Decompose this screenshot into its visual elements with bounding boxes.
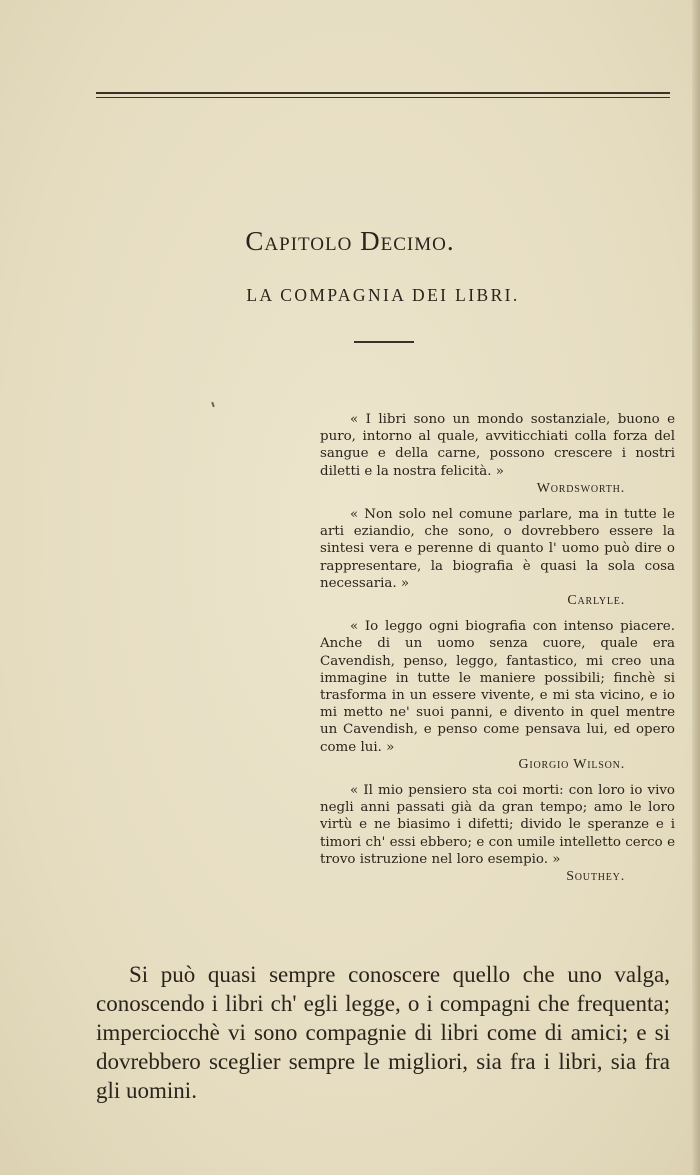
epigraph-author: Wordsworth.	[536, 480, 625, 496]
paper-speck	[211, 402, 215, 407]
epigraph-block	[320, 411, 675, 894]
epigraph-quote: « Non solo nel comune parlare, ma in tutte le arti eziandio, che sono, o dovrebbero essere la sintesi vera e perenne di quanto l' uomo può dire o rappresentare, la biografia è quasi la sola cosa necessaria. »	[320, 507, 675, 591]
epigraph	[320, 618, 675, 773]
rule-thin	[96, 97, 670, 98]
epigraph	[320, 411, 675, 497]
rule-thick	[96, 92, 670, 94]
header-double-rule	[96, 92, 670, 100]
chapter-subtitle: LA COMPAGNIA DEI LIBRI.	[246, 285, 520, 305]
title-separator-rule	[354, 341, 414, 343]
epigraph-author: Southey.	[566, 869, 625, 885]
epigraph-quote: « I libri sono un mondo sostanziale, buono e puro, intorno al quale, avviticchiati colla forza del sangue e della carne, possono crescere i nostri diletti e la nostra felicità. »	[320, 412, 675, 479]
epigraph-quote: « Io leggo ogni biografia con intenso piacere. Anche di un uomo senza cuore, quale era Cavendish, penso, leggo, fantastico, mi creo una immagine in tutte le maniere possibili; finchè si trasforma in un essere vivente, e mi sta vicino, e io mi metto ne' suoi panni, e divento in quel mentre un Cavendish, e penso come pensava lui, ed opero come lui. »	[320, 619, 675, 755]
body-paragraph: Si può quasi sempre conoscere quello che uno valga, conoscendo i libri ch' egli legge, o i compagni che frequenta; imperciocchè vi sono compagnie di libri come di amici; e si dovrebbero sceglier sempre le migliori, sia fra i libri, sia fra gli uomini.	[96, 962, 670, 1103]
page-edge-shadow	[692, 0, 700, 1175]
epigraph-author: Giorgio Wilson.	[518, 756, 625, 772]
epigraph-author: Carlyle.	[567, 593, 625, 609]
chapter-title: Capitolo Decimo.	[245, 226, 455, 256]
epigraph-quote: « Il mio pensiero sta coi morti: con loro io vivo negli anni passati già da gran tempo; amo le loro virtù e ne biasimo i difetti; divido le speranze e i timori ch' essi ebbero; e con umile intelletto cerco e trovo istruzione nel loro esempio. »	[320, 783, 675, 867]
epigraph	[320, 782, 675, 885]
epigraph	[320, 506, 675, 609]
